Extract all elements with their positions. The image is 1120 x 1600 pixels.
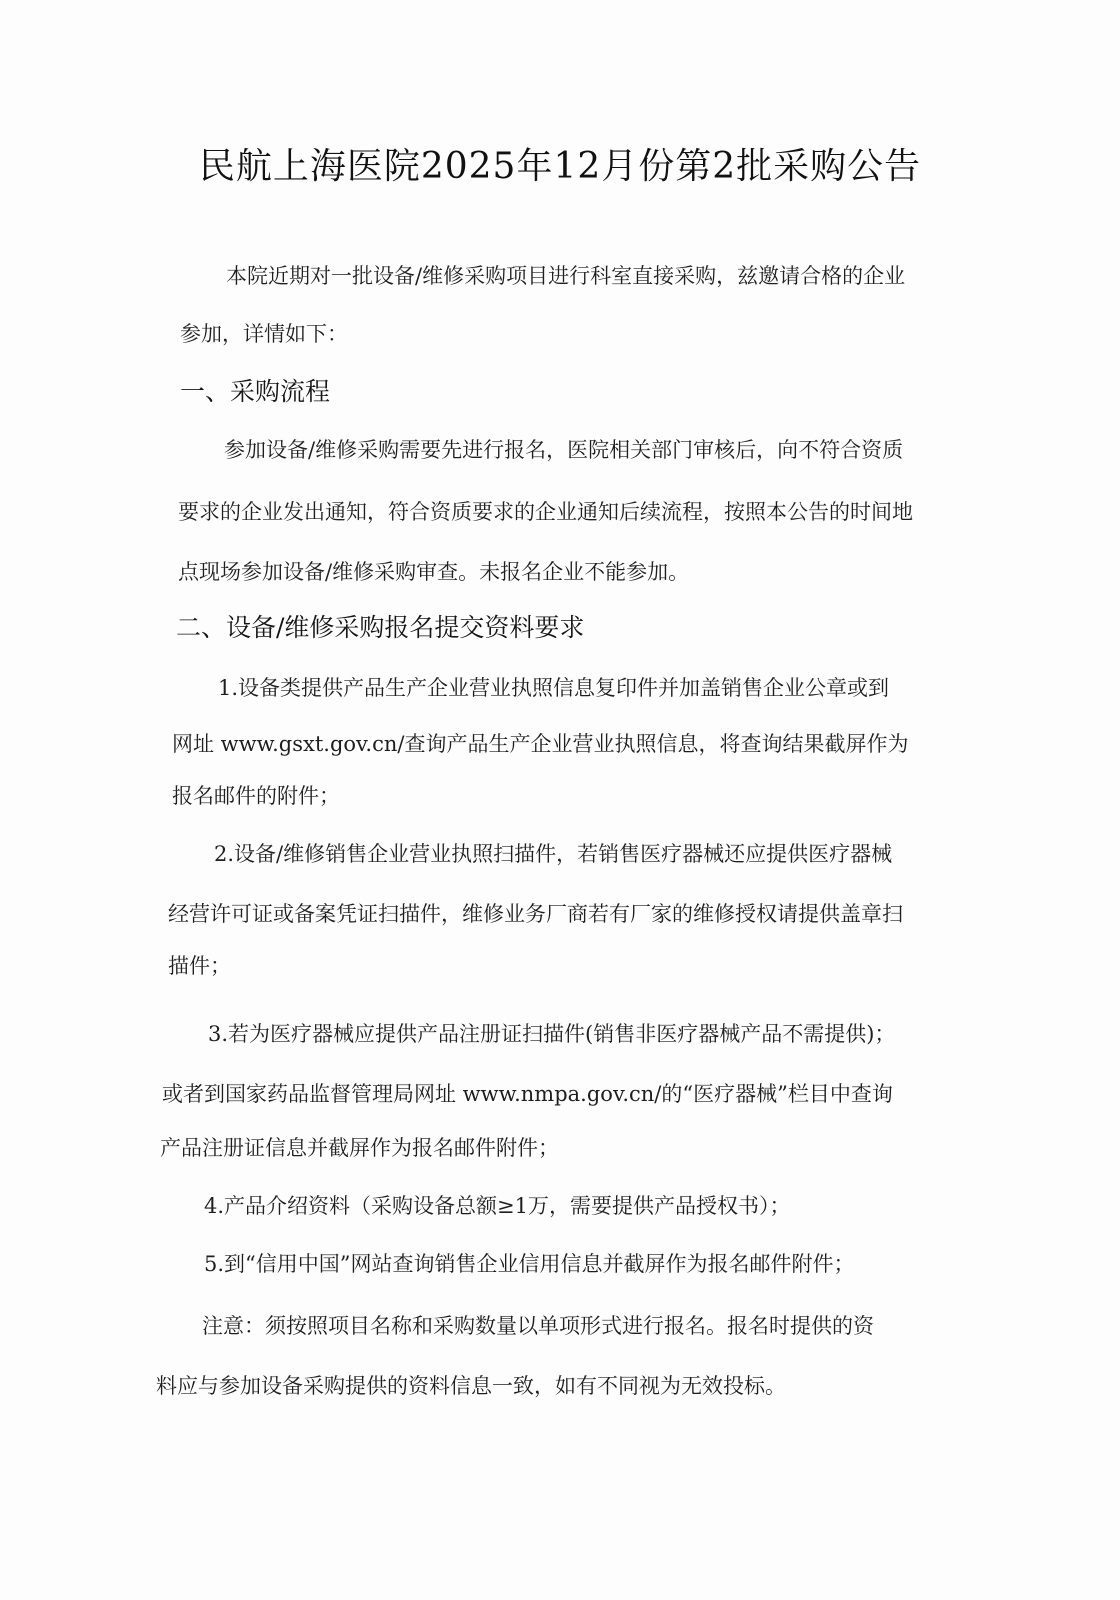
item-2-line-3: 描件； (168, 954, 231, 978)
section-1-line-1: 参加设备/维修采购需要先进行报名，医院相关部门审核后，向不符合资质 (224, 438, 904, 462)
item-2-line-2: 经营许可证或备案凭证扫描件，维修业务厂商若有厂家的维修授权请提供盖章扫 (168, 902, 903, 926)
intro-line-2: 参加，详情如下： (180, 322, 348, 346)
item-3-line-2: 或者到国家药品监督管理局网址 www.nmpa.gov.cn/的“医疗器械”栏目中查询 (162, 1082, 893, 1106)
item-2-line-1: 2.设备/维修销售企业营业执照扫描件，若销售医疗器械还应提供医疗器械 (214, 842, 893, 866)
section-1-heading: 一、采购流程 (180, 377, 331, 406)
item-1-line-1: 1.设备类提供产品生产企业营业执照信息复印件并加盖销售企业公章或到 (218, 676, 890, 700)
item-1-line-3: 报名邮件的附件； (172, 784, 340, 808)
note-line-1: 注意：须按照项目名称和采购数量以单项形式进行报名。报名时提供的资 (202, 1314, 874, 1338)
intro-line-1: 本院近期对一批设备/维修采购项目进行科室直接采购，兹邀请合格的企业 (226, 264, 906, 288)
note-line-2: 料应与参加设备采购提供的资料信息一致，如有不同视为无效投标。 (156, 1374, 786, 1398)
item-1-line-2: 网址 www.gsxt.gov.cn/查询产品生产企业营业执照信息，将查询结果截屏作为 (172, 732, 909, 756)
item-5-line-1: 5.到“信用中国”网站查询销售企业信用信息并截屏作为报名邮件附件； (204, 1252, 855, 1276)
item-3-line-3: 产品注册证信息并截屏作为报名邮件附件； (160, 1136, 559, 1160)
section-1-line-3: 点现场参加设备/维修采购审查。未报名企业不能参加。 (178, 560, 690, 584)
item-4-line-1: 4.产品介绍资料（采购设备总额≥1万，需要提供产品授权书）； (204, 1194, 791, 1218)
section-2-heading: 二、设备/维修采购报名提交资料要求 (176, 613, 585, 642)
item-3-line-1: 3.若为医疗器械应提供产品注册证扫描件(销售非医疗器械产品不需提供)； (208, 1022, 896, 1046)
section-1-line-2: 要求的企业发出通知，符合资质要求的企业通知后续流程，按照本公告的时间地 (178, 500, 913, 524)
document-title: 民航上海医院2025年12月份第2批采购公告 (198, 146, 922, 187)
